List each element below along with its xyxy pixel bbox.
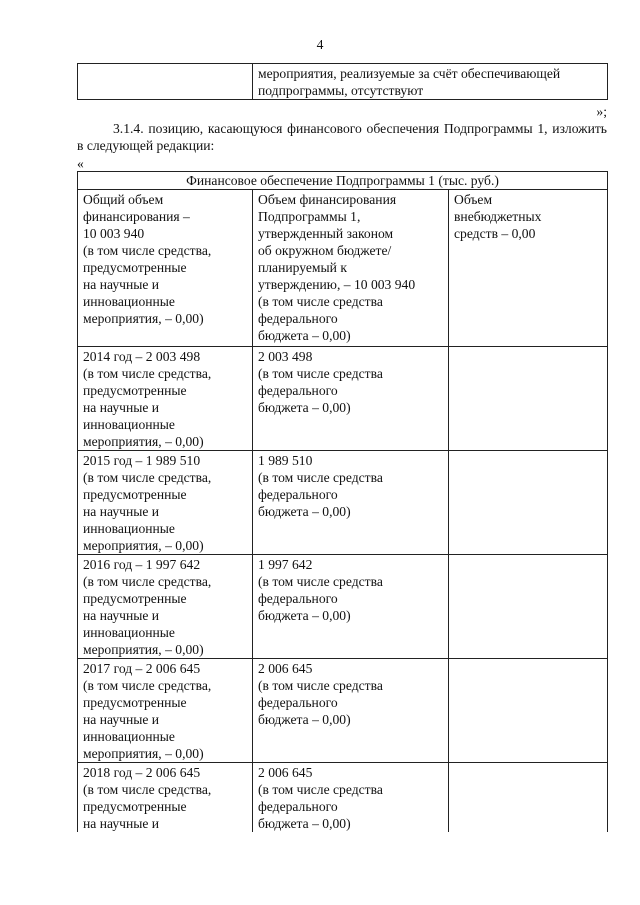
table-row <box>78 763 608 833</box>
page-number: 4 <box>316 37 324 52</box>
year-total-cell: 2018 год – 2 006 645 (в том числе средства, предусмотренные на научные и <box>78 763 253 833</box>
table-header-row <box>78 172 608 190</box>
year-budget-cell: 1 997 642 (в том числе средства федерального бюджета – 0,00) <box>253 555 449 659</box>
year-total-cell: 2014 год – 2 003 498 (в том числе средства, предусмотренные на научные и инновационные мероприятия, – 0,00) <box>78 347 253 451</box>
table-row <box>78 64 608 100</box>
year-total-cell: 2017 год – 2 006 645 (в том числе средства, предусмотренные на научные и инновационные мероприятия, – 0,00) <box>78 659 253 763</box>
year-extra-cell <box>449 555 608 659</box>
total-funding-cell: Общий объем финансирования – 10 003 940 (в том числе средства, предусмотренные на научные и инновационные мероприятия, – 0,00) <box>78 190 253 347</box>
opening-quote-mark: « <box>77 156 84 171</box>
table-row <box>78 190 608 347</box>
closing-quote-mark: »; <box>596 104 607 119</box>
table-row <box>78 347 608 451</box>
table-cell-activities-note: мероприятия, реализуемые за счёт обеспечивающей подпрограммы, отсутствуют <box>253 64 608 100</box>
extrabudgetary-cell: Объем внебюджетных средств – 0,00 <box>449 190 608 347</box>
table-cell-empty <box>78 64 253 100</box>
table-row <box>78 659 608 763</box>
year-total-cell: 2016 год – 1 997 642 (в том числе средства, предусмотренные на научные и инновационные мероприятия, – 0,00) <box>78 555 253 659</box>
year-budget-cell: 2 003 498 (в том числе средства федерального бюджета – 0,00) <box>253 347 449 451</box>
budget-funding-cell: Объем финансирования Подпрограммы 1, утвержденный законом об окружном бюджете/ планируемый к утверждению, – 10 003 940 (в том числе средства федерального бюджета – 0,00) <box>253 190 449 347</box>
year-extra-cell <box>449 451 608 555</box>
year-budget-cell: 1 989 510 (в том числе средства федерального бюджета – 0,00) <box>253 451 449 555</box>
table-row <box>78 451 608 555</box>
year-budget-cell: 2 006 645 (в том числе средства федерального бюджета – 0,00) <box>253 763 449 833</box>
previous-table-fragment <box>77 63 608 100</box>
finance-table <box>77 171 608 832</box>
table-row <box>78 555 608 659</box>
year-budget-cell: 2 006 645 (в том числе средства федерального бюджета – 0,00) <box>253 659 449 763</box>
year-extra-cell <box>449 659 608 763</box>
year-extra-cell <box>449 347 608 451</box>
year-extra-cell <box>449 763 608 833</box>
table-header: Финансовое обеспечение Подпрограммы 1 (тыс. руб.) <box>78 172 608 190</box>
year-total-cell: 2015 год – 1 989 510 (в том числе средства, предусмотренные на научные и инновационные мероприятия, – 0,00) <box>78 451 253 555</box>
amendment-paragraph: 3.1.4. позицию, касающуюся финансового обеспечения Подпрограммы 1, изложить в следующей редакции: <box>77 121 607 153</box>
